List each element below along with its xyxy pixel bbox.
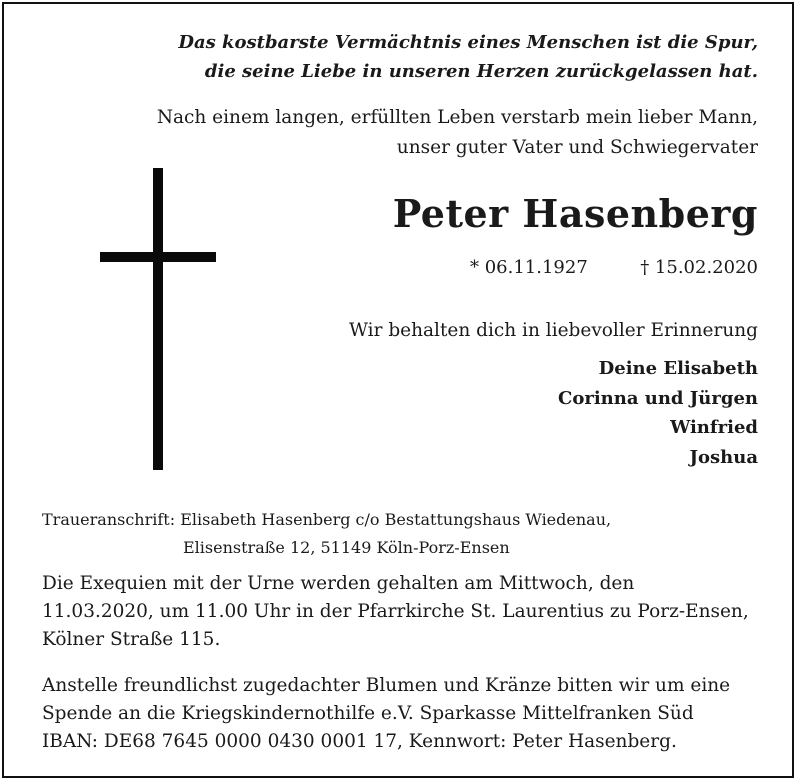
service-line-2: 11.03.2020, um 11.00 Uhr in der Pfarrkirche St. Laurentius zu Porz-Ensen, bbox=[42, 601, 749, 622]
quote-line-2: die seine Liebe in unseren Herzen zurückgelassen hat. bbox=[204, 61, 758, 82]
service-line-1: Die Exequien mit der Urne werden gehalten am Mittwoch, den bbox=[42, 573, 635, 594]
service-line-3: Kölner Straße 115. bbox=[42, 629, 221, 650]
intro-line-2: unser guter Vater und Schwiegervater bbox=[396, 137, 758, 158]
family-member: Joshua bbox=[689, 447, 758, 468]
memory-line: Wir behalten dich in liebevoller Erinnerung bbox=[348, 320, 758, 341]
donation-line-2: Spende an die Kriegskindernothilfe e.V. Sparkasse Mittelfranken Süd bbox=[42, 703, 694, 724]
family-member: Deine Elisabeth bbox=[598, 358, 758, 379]
death-date: † 15.02.2020 bbox=[640, 257, 758, 278]
intro-line-1: Nach einem langen, erfüllten Leben verstarb mein lieber Mann, bbox=[156, 107, 758, 128]
address-line-2: Elisenstraße 12, 51149 Köln-Porz-Ensen bbox=[183, 538, 510, 557]
cross-vertical-bar bbox=[153, 168, 163, 470]
donation-line-3: IBAN: DE68 7645 0000 0430 0001 17, Kennwort: Peter Hasenberg. bbox=[42, 731, 677, 752]
donation-line-1: Anstelle freundlichst zugedachter Blumen und Kränze bitten wir um eine bbox=[42, 675, 731, 696]
family-member: Winfried bbox=[670, 417, 758, 438]
birth-date: * 06.11.1927 bbox=[470, 257, 588, 278]
quote-line-1: Das kostbarste Vermächtnis eines Menschen ist die Spur, bbox=[178, 32, 758, 53]
cross-horizontal-bar bbox=[100, 252, 216, 262]
address-line-1: Traueranschrift: Elisabeth Hasenberg c/o Bestattungshaus Wiedenau, bbox=[42, 510, 612, 529]
deceased-name: Peter Hasenberg bbox=[392, 191, 758, 236]
family-member: Corinna und Jürgen bbox=[558, 388, 758, 409]
